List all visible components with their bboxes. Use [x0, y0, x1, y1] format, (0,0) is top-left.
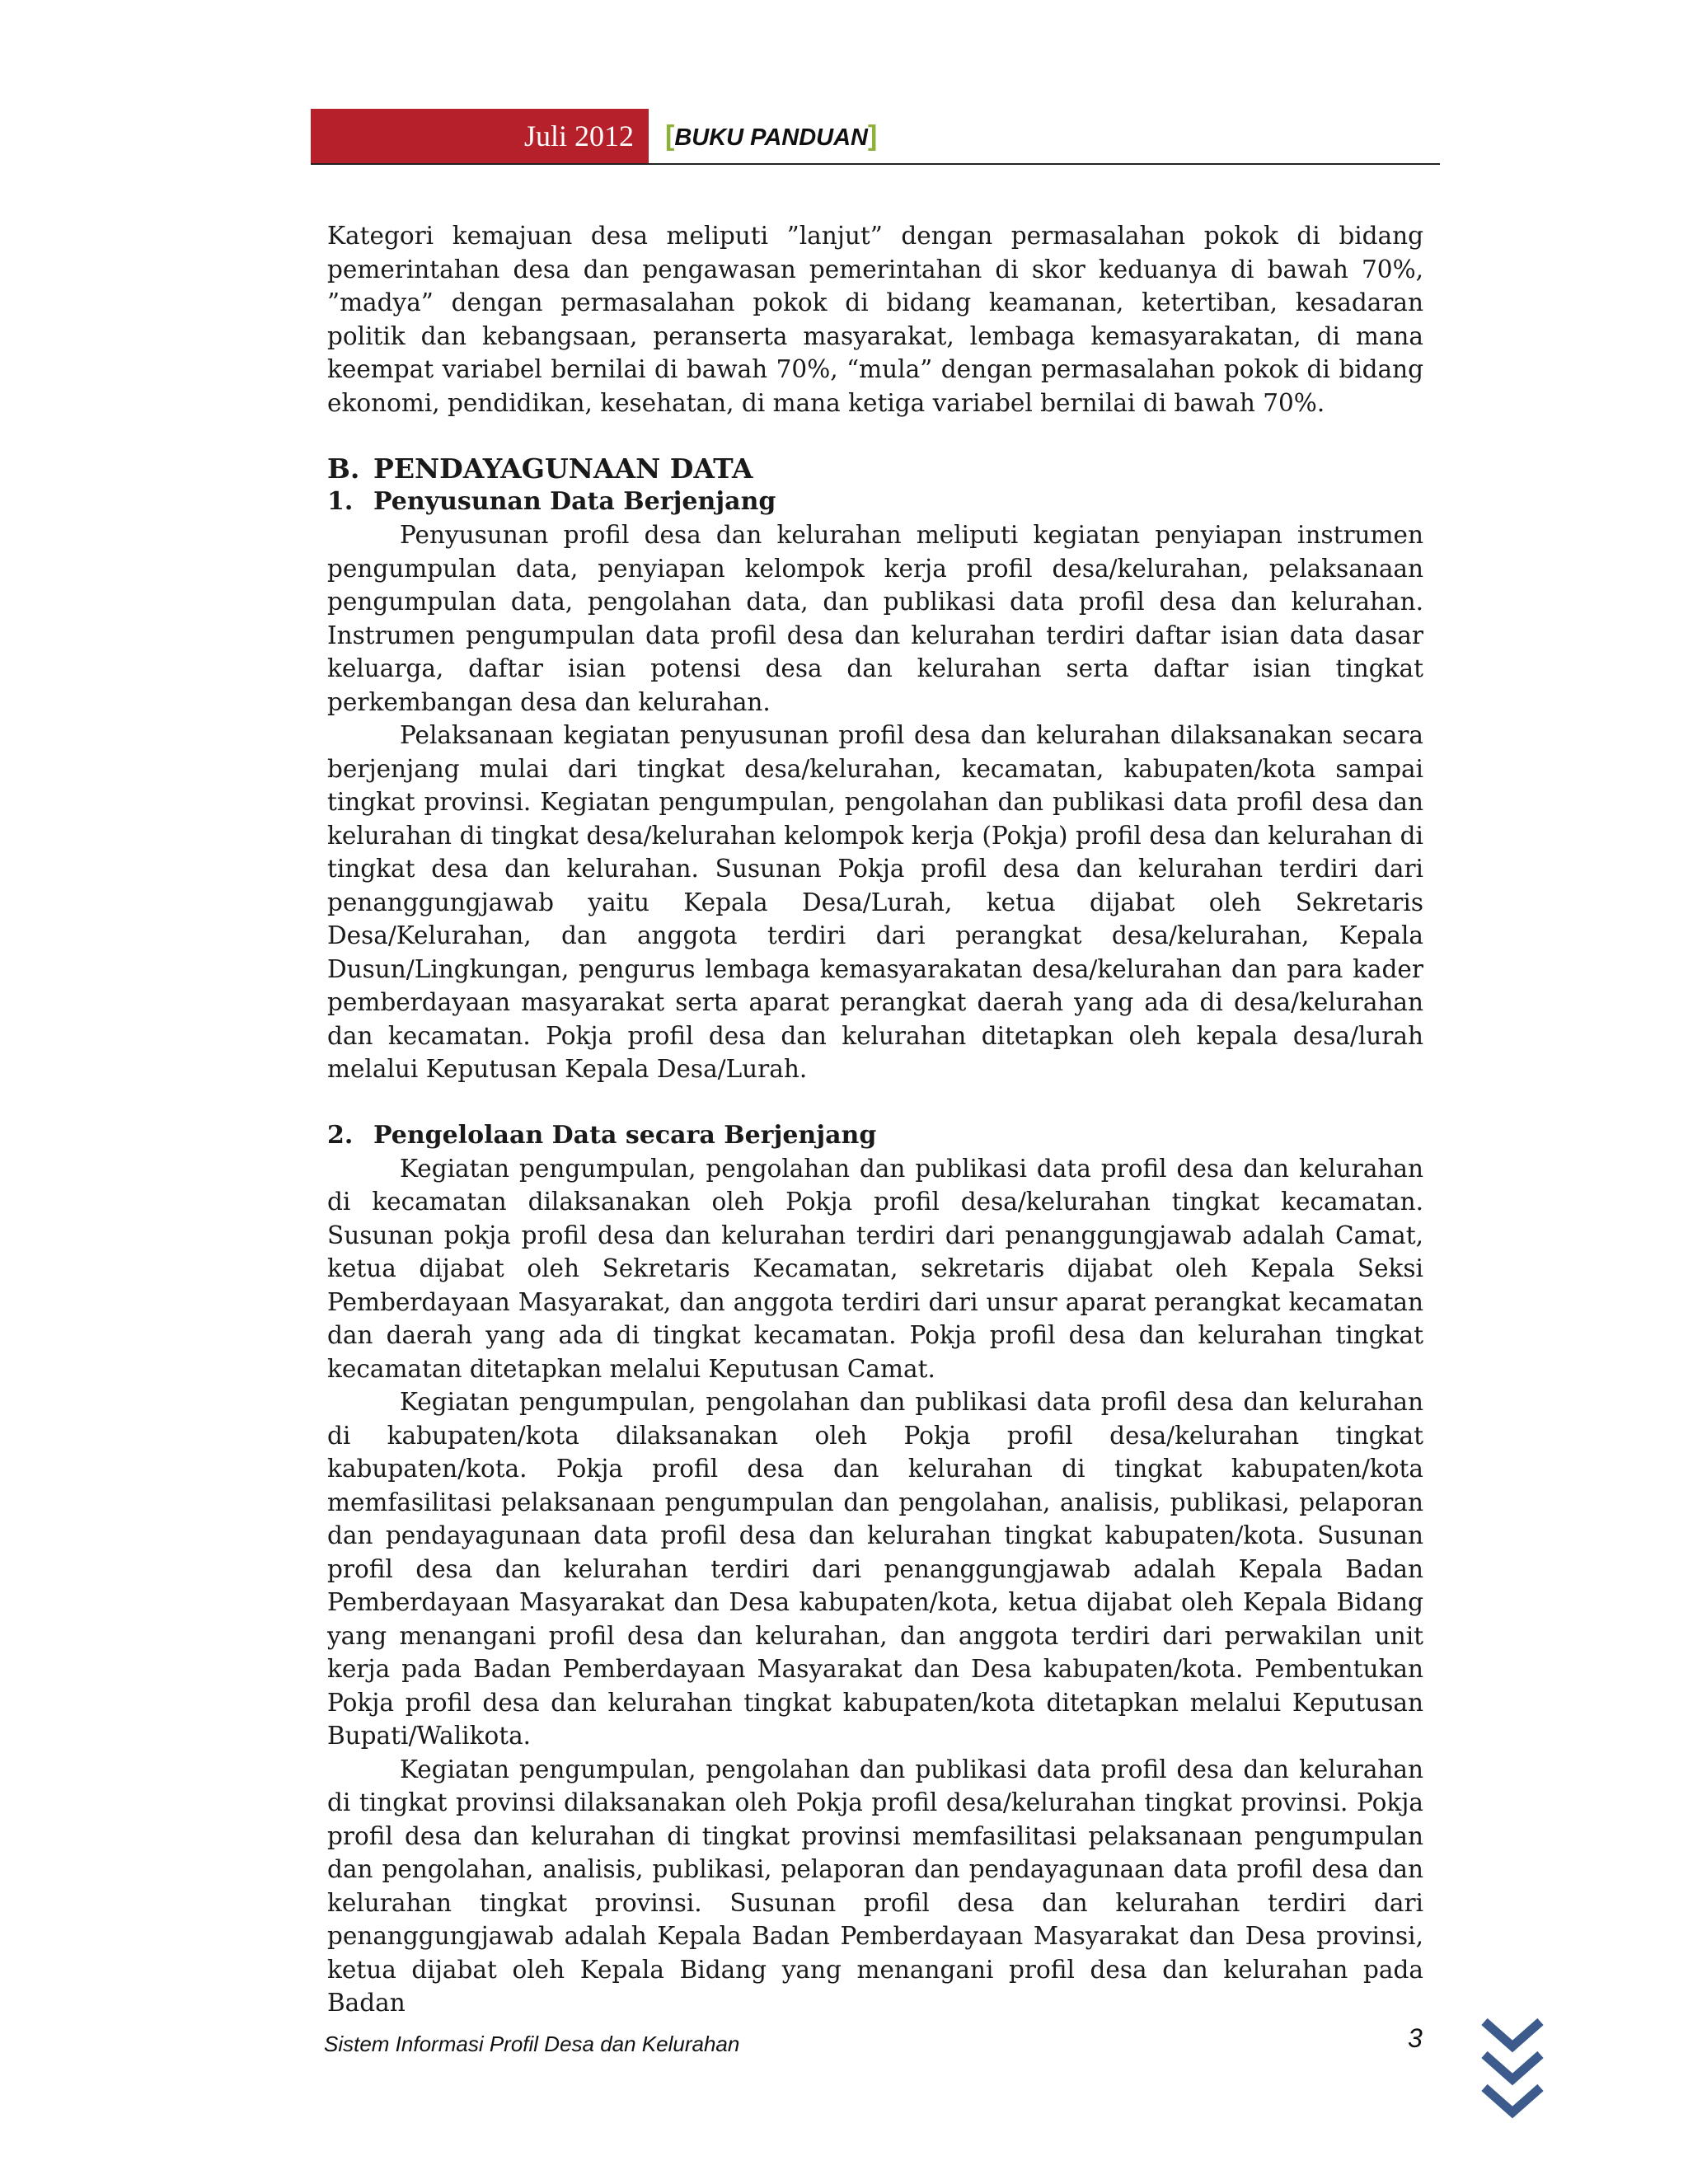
header-title — [665, 109, 877, 164]
page-header — [311, 109, 1440, 164]
subsection-1-paragraph: Pelaksanaan kegiatan penyusunan profil desa dan kelurahan dilaksanakan secara berjenjang mulai dari tingkat desa/kelurahan, kecamatan, kabupaten/kota sampai tingkat provinsi. Kegiatan pengumpulan, pengolahan dan publikasi data profil desa dan kelurahan di tingkat desa/kelurahan kelompok kerja (Pokja) profil desa dan kelurahan di tingkat desa dan kelurahan. Susunan Pokja profil desa dan kelurahan terdiri dari penanggungjawab yaitu Kepala Desa/Lurah, ketua dijabat oleh Sekretaris Desa/Kelurahan, dan anggota terdiri dari perangkat desa/kelurahan, Kepala Dusun/Lingkungan, pengurus lembaga kemasyarakatan desa/kelurahan dan para kader pemberdayaan masyarakat serta aparat perangkat daerah yang ada di desa/kelurahan dan kecamatan. Pokja profil desa dan kelurahan ditetapkan oleh kepala desa/lurah melalui Keputusan Kepala Desa/Lurah. — [327, 721, 1423, 1083]
section-b-number: B. — [327, 452, 360, 485]
subsection-1-paragraph: Penyusunan profil desa dan kelurahan meliputi kegiatan penyiapan instrumen pengumpulan data, penyiapan kelompok kerja profil desa/kelurahan, pelaksanaan pengumpulan data, pengolahan data, dan publikasi data profil desa dan kelurahan. Instrumen pengumpulan data profil desa dan kelurahan terdiri daftar isian data dasar keluarga, daftar isian potensi desa dan kelurahan serta daftar isian tingkat perkembangan desa dan kelurahan. — [327, 521, 1423, 716]
subsection-2-number: 2. — [327, 1120, 354, 1150]
page-number: 3 — [1408, 2023, 1423, 2053]
subsection-2-title: Pengelolaan Data secara Berjenjang — [373, 1120, 877, 1150]
section-b-heading — [327, 452, 1423, 485]
subsection-2-paragraph: Kegiatan pengumpulan, pengolahan dan publikasi data profil desa dan kelurahan di kecamatan dilaksanakan oleh Pokja profil desa/kelurahan tingkat kecamatan. Susunan pokja profil desa dan kelurahan terdiri dari penanggungjawab adalah Camat, ketua dijabat oleh Sekretaris Kecamatan, sekretaris dijabat oleh Kepala Seksi Pemberdayaan Masyarakat, dan anggota terdiri dari unsur aparat perangkat kecamatan dan daerah yang ada di tingkat kecamatan. Pokja profil desa dan kelurahan tingkat kecamatan ditetapkan melalui Keputusan Camat. — [327, 1154, 1423, 1383]
header-title-text: BUKU PANDUAN — [674, 124, 869, 151]
header-divider — [311, 163, 1440, 165]
triple-chevron-down-icon — [1479, 2015, 1545, 2122]
section-b-title: PENDAYAGUNAAN DATA — [373, 452, 753, 485]
footer-title: Sistem Informasi Profil Desa dan Kelurahan — [324, 2032, 740, 2056]
page-content — [327, 219, 1423, 2020]
intro-paragraph: Kategori kemajuan desa meliputi ”lanjut” dengan permasalahan pokok di bidang pemerintahan desa dan pengawasan pemerintahan di skor keduanya di bawah 70%, ”madya” dengan permasalahan pokok di bidang keamanan, ketertiban, kesadaran politik dan kebangsaan, peranserta masyarakat, lembaga kemasyarakatan, di mana keempat variabel bernilai di bawah 70%, “mula” dengan permasalahan pokok di bidang ekonomi, pendidikan, kesehatan, di mana ketiga variabel bernilai di bawah 70%. — [327, 222, 1423, 417]
subsection-1-number: 1. — [327, 487, 354, 516]
header-bracket-close: ] — [868, 120, 878, 152]
header-bracket-open: [ — [665, 120, 675, 152]
subsection-1-heading — [327, 485, 1423, 518]
subsection-2-paragraph: Kegiatan pengumpulan, pengolahan dan publikasi data profil desa dan kelurahan di kabupaten/kota dilaksanakan oleh Pokja profil desa/kelurahan tingkat kabupaten/kota. Pokja profil desa dan kelurahan di tingkat kabupaten/kota memfasilitasi pelaksanaan pengumpulan dan pengolahan, analisis, publikasi, pelaporan dan pendayagunaan data profil desa dan kelurahan tingkat kabupaten/kota. Susunan profil desa dan kelurahan terdiri dari penanggungjawab adalah Kepala Badan Pemberdayaan Masyarakat dan Desa kabupaten/kota, ketua dijabat oleh Kepala Bidang yang menangani profil desa dan kelurahan, dan anggota terdiri dari perwakilan unit kerja pada Badan Pemberdayaan Masyarakat dan Desa kabupaten/kota. Pembentukan Pokja profil desa dan kelurahan tingkat kabupaten/kota ditetapkan melalui Keputusan Bupati/Walikota. — [327, 1388, 1423, 1750]
subsection-2-paragraph: Kegiatan pengumpulan, pengolahan dan publikasi data profil desa dan kelurahan di tingkat provinsi dilaksanakan oleh Pokja profil desa/kelurahan tingkat provinsi. Pokja profil desa dan kelurahan di tingkat provinsi memfasilitasi pelaksanaan pengumpulan dan pengolahan, analisis, publikasi, pelaporan dan pendayagunaan data profil desa dan kelurahan tingkat provinsi. Susunan profil desa dan kelurahan terdiri dari penanggungjawab adalah Kepala Badan Pemberdayaan Masyarakat dan Desa provinsi, ketua dijabat oleh Kepala Bidang yang menangani profil desa dan kelurahan pada Badan — [327, 1755, 1423, 2017]
subsection-1-title: Penyusunan Data Berjenjang — [373, 487, 776, 516]
header-date: Juli 2012 — [311, 109, 649, 164]
subsection-2-heading — [327, 1119, 1423, 1152]
